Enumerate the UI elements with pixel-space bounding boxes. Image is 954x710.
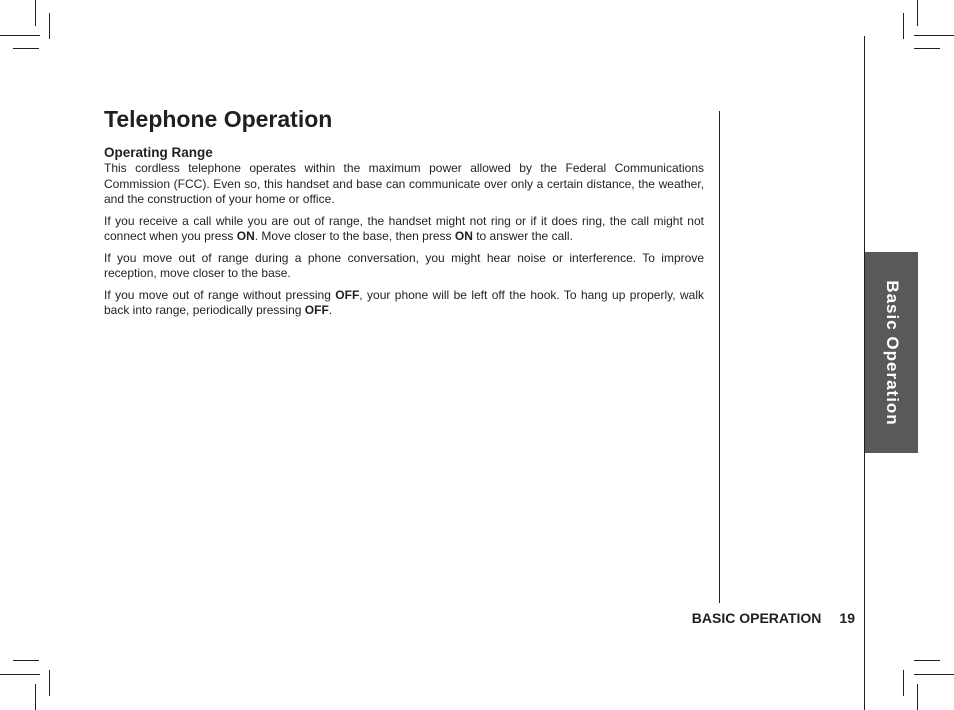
crop-mark [917,684,918,710]
crop-mark [0,674,40,675]
text-run: If you receive a call while you are out of range, the handset might not ring or if it does ring, the call might not connect when you press [104,213,704,243]
key-name: ON [236,229,255,243]
crop-mark [903,670,904,696]
crop-mark [914,674,954,675]
crop-mark [35,684,36,710]
key-name: OFF [335,287,360,302]
crop-mark [917,0,918,26]
text-run: . [328,303,333,317]
column-divider [719,111,720,603]
page-footer [692,610,855,626]
paragraph-1: This cordless telephone operates within the maximum power allowed by the Federal Communications Commission (FCC). Even so, this handset and base can communicate over only a certain distance, the weather, and the construction of your home or office. [104,161,704,206]
crop-mark [914,35,954,36]
crop-mark [13,660,39,661]
page-title: Telephone Operation [104,106,333,132]
footer-section-label: BASIC OPERATION [691,610,822,626]
page-number: 19 [839,610,855,626]
paragraph-2 [104,214,704,245]
crop-mark [914,48,940,49]
paragraph-4 [104,288,704,319]
crop-mark [13,48,39,49]
crop-mark [903,13,904,39]
key-name: OFF [304,303,329,317]
crop-mark [49,13,50,39]
crop-mark [0,35,40,36]
text-run: to answer the call. [472,229,573,243]
crop-mark [914,660,940,661]
text-run: . Move closer to the base, then press [254,229,455,243]
section-tab-label: Basic Operation [882,279,902,426]
section-heading: Operating Range [104,145,213,160]
crop-mark [35,0,36,26]
key-name: ON [454,229,473,243]
text-run: , your phone will be left off the hook. To hang up properly, walk back into range, periodically pressing [104,287,704,317]
paragraph-3: If you move out of range during a phone conversation, you might hear noise or interference. To improve reception, move closer to the base. [104,250,704,280]
text-run: If you move out of range without pressing [104,287,336,302]
crop-mark [49,670,50,696]
section-tab [865,252,918,453]
main-content [104,106,704,325]
